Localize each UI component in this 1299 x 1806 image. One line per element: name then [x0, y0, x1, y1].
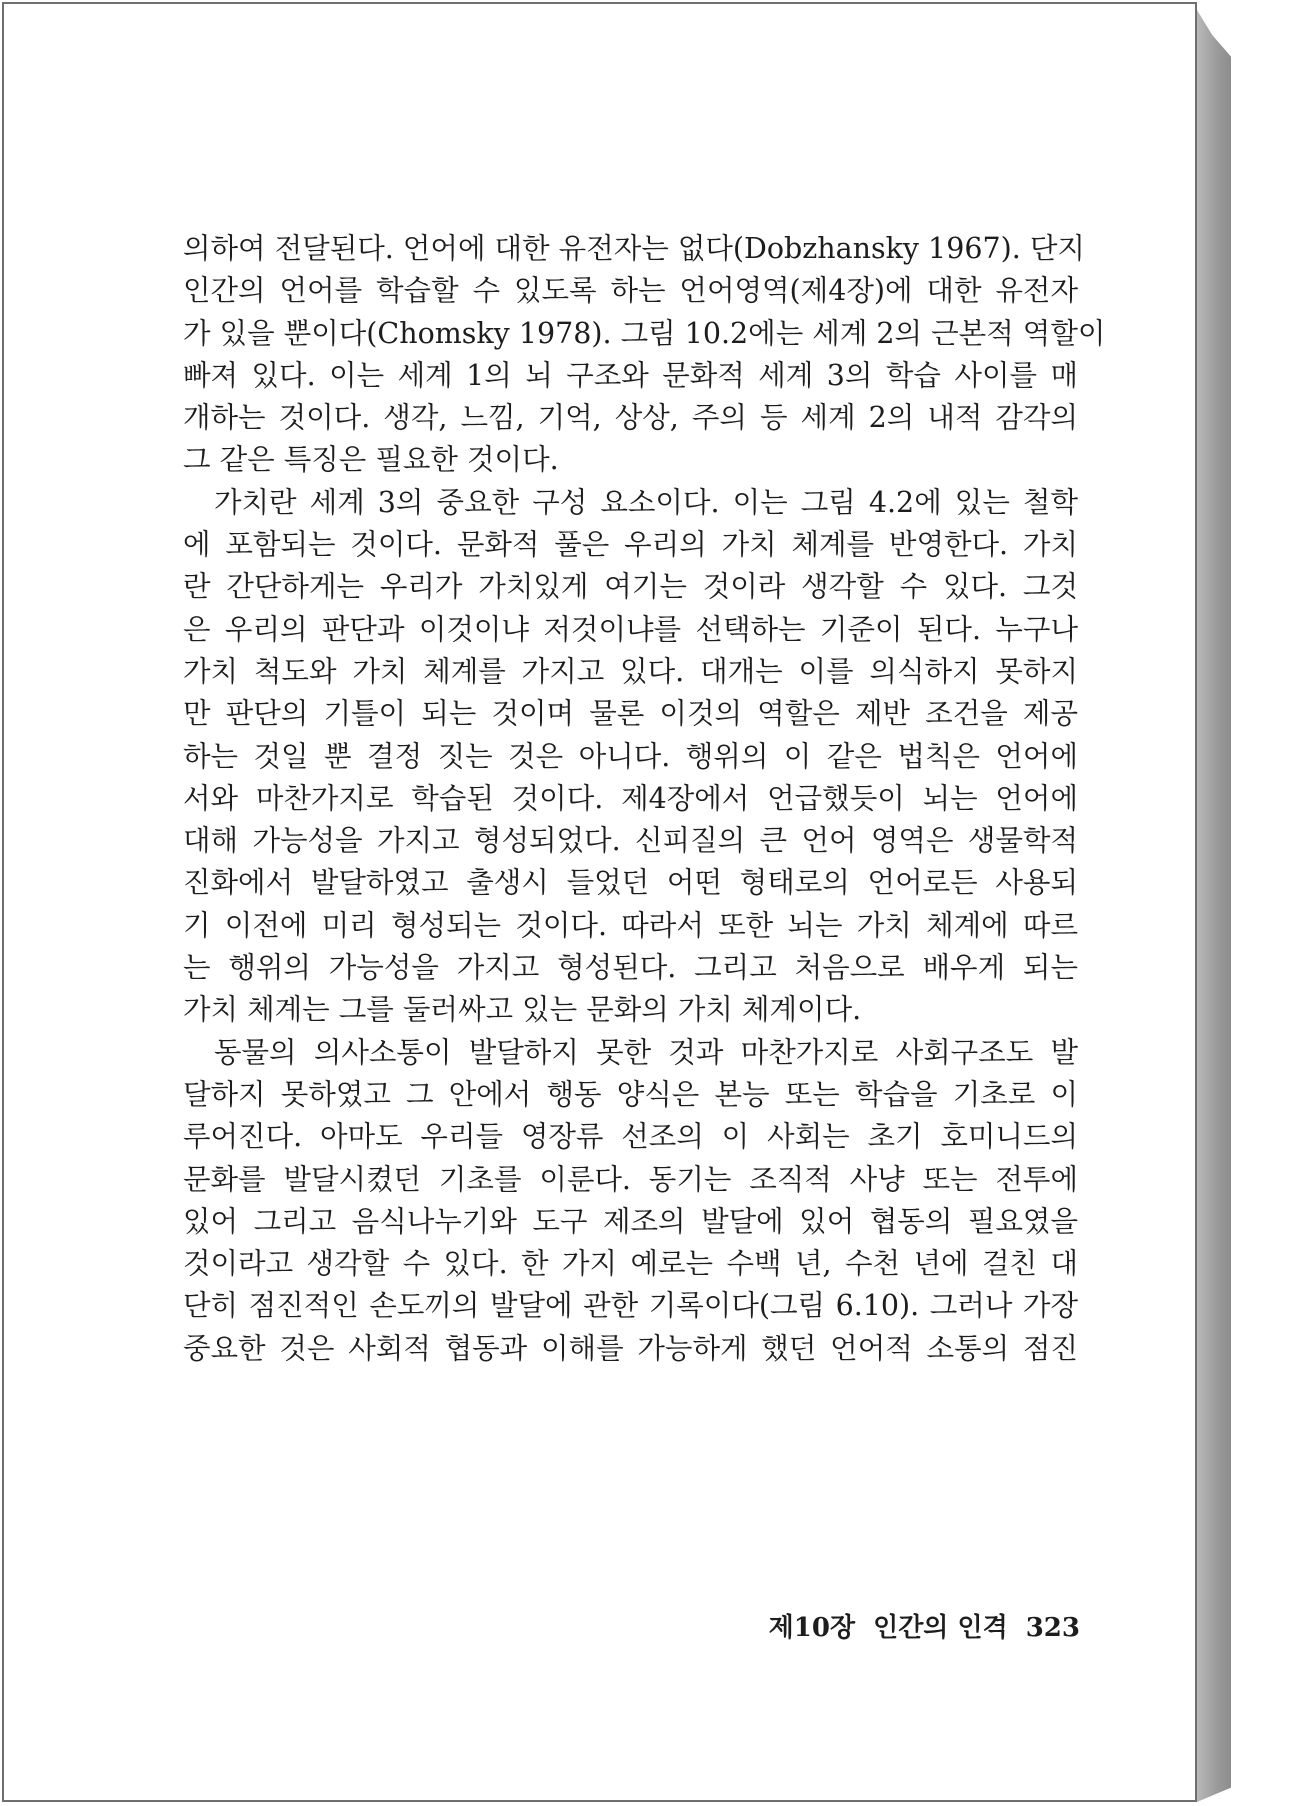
text-line: 것이라고 생각할 수 있다. 한 가지 예로는 수백 년, 수천 년에 걸친 대	[183, 1247, 1078, 1281]
text-line: 은 우리의 판단과 이것이냐 저것이냐를 선택하는 기준이 된다. 누구나	[183, 612, 1078, 646]
text-line: 하는 것일 뿐 결정 짓는 것은 아니다. 행위의 이 같은 법칙은 언어에	[183, 739, 1078, 773]
text-line: 있어 그리고 음식나누기와 도구 제조의 발달에 있어 협동의 필요였을	[183, 1204, 1078, 1238]
text-line: 에 포함되는 것이다. 문화적 풀은 우리의 가치 체계를 반영한다. 가치	[183, 528, 1078, 562]
text-line: 루어진다. 아마도 우리들 영장류 선조의 이 사회는 초기 호미니드의	[183, 1120, 1078, 1154]
text-line: 만 판단의 기틀이 되는 것이며 물론 이것의 역할은 제반 조건을 제공	[183, 697, 1078, 731]
text-line: 인간의 언어를 학습할 수 있도록 하는 언어영역(제4장)에 대한 유전자	[183, 274, 1078, 308]
text-line: 단히 점진적인 손도끼의 발달에 관한 기록이다(그림 6.10). 그러나 가장	[183, 1289, 1078, 1323]
text-line: 는 행위의 가능성을 가지고 형성된다. 그리고 처음으로 배우게 되는	[183, 951, 1078, 985]
text-line: 그 같은 특징은 필요한 것이다.	[183, 443, 559, 477]
text-line: 서와 마찬가지로 학습된 것이다. 제4장에서 언급했듯이 뇌는 언어에	[183, 781, 1078, 815]
text-line: 대해 가능성을 가지고 형성되었다. 신피질의 큰 언어 영역은 생물학적	[183, 824, 1078, 858]
page-edge-shadow	[1197, 10, 1231, 1802]
text-line: 중요한 것은 사회적 협동과 이해를 가능하게 했던 언어적 소통의 점진	[183, 1331, 1078, 1365]
text-line: 빠져 있다. 이는 세계 1의 뇌 구조와 문화적 세계 3의 학습 사이를 매	[183, 358, 1078, 392]
text-line: 동물의 의사소통이 발달하지 못한 것과 마찬가지로 사회구조도 발	[214, 1035, 1078, 1069]
text-line: 란 간단하게는 우리가 가치있게 여기는 것이라 생각할 수 있다. 그것	[183, 570, 1078, 604]
body-text	[183, 228, 1106, 1370]
text-line: 가치 체계는 그를 둘러싸고 있는 문화의 가치 체계이다.	[183, 993, 862, 1027]
text-line: 개하는 것이다. 생각, 느낌, 기억, 상상, 주의 등 세계 2의 내적 감각의	[183, 401, 1078, 435]
text-line: 달하지 못하였고 그 안에서 행동 양식은 본능 또는 학습을 기초로 이	[183, 1077, 1078, 1111]
text-line: 가치 척도와 가치 체계를 가지고 있다. 대개는 이를 의식하지 못하지	[183, 654, 1078, 688]
text-line: 의하여 전달된다. 언어에 대한 유전자는 없다(Dobzhansky 1967). 단지	[183, 232, 1085, 265]
text-line: 기 이전에 미리 형성되는 것이다. 따라서 또한 뇌는 가치 체계에 따르	[183, 908, 1078, 942]
text-line: 문화를 발달시켰던 기초를 이룬다. 동기는 조직적 사냥 또는 전투에	[183, 1162, 1078, 1196]
chapter-title: 인간의 인격	[873, 1613, 1008, 1643]
page-number: 323	[1025, 1613, 1080, 1643]
text-line: 가 있을 뿐이다(Chomsky 1978). 그림 10.2에는 세계 2의 근본적 역할이	[183, 316, 1106, 350]
page-footer	[740, 1607, 1080, 1644]
text-line: 진화에서 발달하였고 출생시 들었던 어떤 형태로의 언어로든 사용되	[183, 866, 1078, 900]
text-line: 가치란 세계 3의 중요한 구성 요소이다. 이는 그림 4.2에 있는 철학	[214, 485, 1078, 519]
chapter-label: 제10장	[768, 1613, 856, 1643]
